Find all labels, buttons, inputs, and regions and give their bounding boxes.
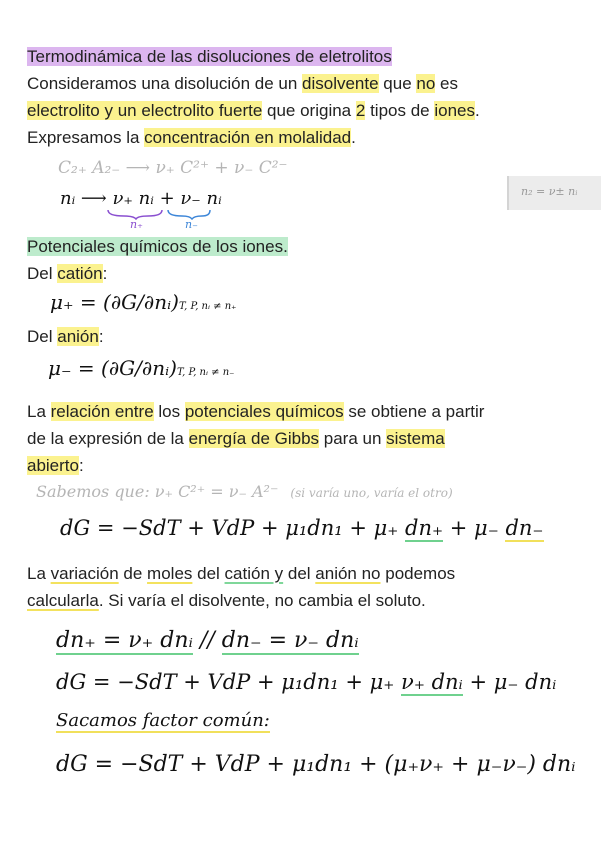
underline-calcularla: calcularla	[27, 591, 99, 610]
text: La	[27, 402, 51, 421]
mu-plus-equation	[50, 290, 236, 314]
handwritten-moles: nᵢ ⟶ ν₊ nᵢ + ν₋ nᵢ	[60, 188, 222, 209]
mu-minus-subscript: T, P, nᵢ ≠ n₋	[176, 367, 235, 378]
intro-line-1	[27, 73, 458, 95]
underline-cation: catión y	[224, 564, 284, 583]
highlight-anion: anión	[57, 327, 99, 346]
text: podemos	[380, 564, 456, 583]
text: de	[118, 564, 148, 583]
heading-text: Potenciales químicos de los iones.	[27, 237, 288, 256]
mu-plus-subscript: T, P, nᵢ ≠ n₊	[178, 301, 237, 312]
anion-label-line	[27, 326, 104, 348]
text: se obtiene a partir	[343, 402, 485, 421]
eq-part: + μ₋	[443, 516, 506, 540]
highlight-relacion: relación entre	[50, 402, 154, 421]
n-plus-label: n₊	[130, 218, 143, 231]
separator: //	[192, 628, 222, 653]
eq-part: + μ₋ dnᵢ	[462, 670, 557, 694]
text: del	[283, 564, 316, 583]
handwritten-reaction: C₂₊ A₂₋ ⟶ ν₊ C²⁺ + ν₋ C²⁻	[58, 158, 288, 178]
factor-text: Sacamos factor común:	[56, 710, 270, 731]
text: del	[192, 564, 225, 583]
intro-text: Consideramos una disolución de un	[27, 74, 303, 93]
sticky-note[interactable]: n₂ = ν± nᵢ	[507, 176, 601, 210]
intro-text: Expresamos la	[27, 128, 145, 147]
eq-part: dG = −SdT + VdP + μ₁dn₁ + μ₊	[56, 670, 402, 694]
underline-moles: moles	[147, 564, 193, 583]
relation-line-3	[27, 455, 84, 477]
sabemos-note: (si varía uno, varía el otro)	[290, 486, 453, 500]
underline-variacion: variación	[50, 564, 119, 583]
label-text: :	[102, 264, 108, 283]
highlight-no: no	[416, 74, 436, 93]
label-text: Del	[27, 264, 58, 283]
highlight-disolvente: disolvente	[302, 74, 379, 93]
intro-text: que origina	[262, 101, 356, 120]
mu-minus-equation	[48, 356, 234, 380]
highlight-abierto: abierto	[27, 456, 79, 475]
label-text: :	[98, 327, 104, 346]
highlight-gibbs: energía de Gibbs	[188, 429, 320, 448]
intro-text: .	[474, 101, 480, 120]
relation-line-2	[27, 428, 445, 450]
text: para un	[319, 429, 387, 448]
handwritten-factor-comun	[56, 710, 270, 731]
eq-part-dn-minus: dn₋	[505, 516, 544, 540]
underline-anion: anión no	[315, 564, 381, 583]
title-text: Termodinámica de las disoluciones de eletrolitos	[27, 47, 392, 66]
text: :	[78, 456, 84, 475]
intro-line-2	[27, 100, 480, 122]
dn-equations	[56, 628, 359, 653]
highlight-cation: catión	[57, 264, 103, 283]
relation-line-1	[27, 401, 484, 423]
highlight-two: 2	[355, 101, 366, 120]
sabemos-text: Sabemos que: ν₊ C²⁺ = ν₋ A²⁻	[36, 482, 279, 501]
text: los	[153, 402, 185, 421]
intro-line-3	[27, 127, 356, 149]
handwritten-sabemos	[36, 482, 453, 501]
highlight-sistema: sistema	[386, 429, 445, 448]
intro-text: tipos de	[365, 101, 435, 120]
page-title	[27, 46, 392, 68]
gibbs-equation-2	[56, 670, 556, 694]
intro-text: .	[351, 128, 356, 147]
section-heading-potentials	[27, 236, 288, 258]
dn-minus-eq: dn₋ = ν₋ dnᵢ	[221, 628, 359, 653]
highlight-iones: iones	[434, 101, 475, 120]
eq-part-nu-dn: ν₊ dnᵢ	[401, 670, 463, 694]
text: de la expresión de la	[27, 429, 189, 448]
intro-text: que	[378, 74, 417, 93]
mu-plus-expr: μ₊ = (∂G/∂nᵢ)	[50, 290, 179, 314]
text: La	[27, 564, 51, 583]
label-text: Del	[27, 327, 58, 346]
gibbs-equation-1	[60, 516, 544, 540]
highlight-potenciales: potenciales químicos	[184, 402, 344, 421]
variation-line-2	[27, 590, 426, 612]
gibbs-equation-3: dG = −SdT + VdP + μ₁dn₁ + (μ₊ν₊ + μ₋ν₋) dnᵢ	[56, 752, 576, 777]
highlight-molalidad: concentración en molalidad	[144, 128, 352, 147]
mu-minus-expr: μ₋ = (∂G/∂nᵢ)	[48, 356, 177, 380]
eq-part-dn-plus: dn₊	[405, 516, 444, 540]
cation-label-line	[27, 263, 107, 285]
eq-part: dG = −SdT + VdP + μ₁dn₁ + μ₊	[60, 516, 406, 540]
highlight-electrolito: electrolito y un electrolito fuerte	[27, 101, 263, 120]
variation-line-1	[27, 563, 455, 585]
text: . Si varía el disolvente, no cambia el soluto.	[98, 591, 426, 610]
intro-text: es	[435, 74, 458, 93]
dn-plus-eq: dn₊ = ν₊ dnᵢ	[56, 628, 193, 653]
n-minus-label: n₋	[185, 218, 198, 231]
